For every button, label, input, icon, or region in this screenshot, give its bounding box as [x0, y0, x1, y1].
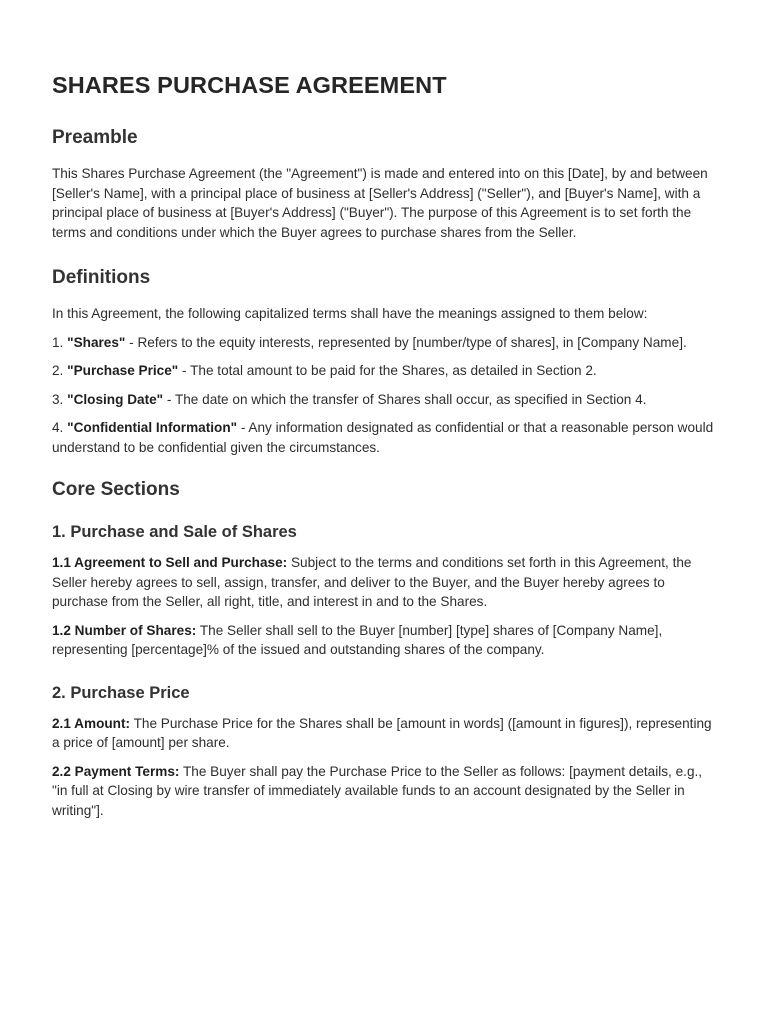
section-purchase-and-sale [52, 521, 717, 660]
definition-term: "Confidential Information" [67, 420, 238, 435]
definitions-intro: In this Agreement, the following capitalized terms shall have the meanings assigned to them below: [52, 306, 648, 321]
preamble-text: This Shares Purchase Agreement (the "Agreement") is made and entered into on this [Date], by and between [Seller's Name], with a principal place of business at [Seller's Address] ("Seller"), and [Buyer's Name], with a principal place of business at [Buyer's Address] ("Buyer"). The purpose of this Agreement is to set forth the terms and conditions under which the Buyer agrees to purchase shares from the Seller. [52, 166, 708, 240]
document-title: SHARES PURCHASE AGREEMENT [52, 72, 447, 98]
definition-term: "Shares" [67, 334, 126, 350]
definition-item [52, 390, 717, 410]
definition-term: "Closing Date" [67, 391, 164, 407]
clause-text: The Seller shall sell to the Buyer [number] [type] shares of [Company Name], representing [percentage]% of the issued and outstanding shares of the company. [52, 622, 663, 657]
definition-number: 2. [52, 363, 68, 378]
clause [52, 714, 717, 753]
definitions-section [52, 266, 717, 457]
clause-label: 1.2 Number of Shares: [52, 622, 197, 638]
clause-text: Subject to the terms and conditions set forth in this Agreement, the Seller hereby agrees to sell, assign, transfer, and deliver to the Buyer, and the Buyer hereby agrees to purchase from the Seller, all right, title, and interest in and to the Shares. [52, 555, 692, 609]
definition-number: 1. [52, 334, 68, 350]
section-heading: 1. Purchase and Sale of Shares [52, 523, 297, 541]
clause-label: 2.1 Amount: [52, 715, 131, 731]
clause-text: The Buyer shall pay the Purchase Price to the Seller as follows: [payment details, e.g., "in full at Closing by wire transfer of immediately available funds to an account designated by the Seller in writing"]. [52, 763, 703, 818]
definition-text: - The date on which the transfer of Shares shall occur, as specified in Section 4. [163, 391, 647, 407]
definition-number: 3. [52, 391, 68, 407]
definition-item [52, 418, 717, 457]
definition-text: - The total amount to be paid for the Shares, as detailed in Section 2. [178, 363, 597, 378]
clause-label: 2.2 Payment Terms: [52, 763, 180, 779]
preamble-heading: Preamble [52, 127, 138, 148]
definition-item [52, 361, 717, 381]
section-purchase-price [52, 682, 717, 821]
core-sections [52, 478, 717, 820]
clause-label: 1.1 Agreement to Sell and Purchase: [52, 555, 288, 570]
definitions-heading: Definitions [52, 267, 151, 288]
definition-text: - Refers to the equity interests, represented by [number/type of shares], in [Company Name]. [125, 334, 687, 350]
definition-number: 4. [52, 420, 68, 435]
clause [52, 553, 717, 612]
clause [52, 621, 717, 660]
core-sections-heading: Core Sections [52, 479, 180, 500]
definition-term: "Purchase Price" [67, 363, 179, 378]
section-heading: 2. Purchase Price [52, 683, 190, 702]
clause [52, 762, 717, 821]
document-page [52, 70, 717, 829]
preamble-section [52, 126, 717, 242]
definition-item [52, 333, 717, 353]
clause-text: The Purchase Price for the Shares shall be [amount in words] ([amount in figures]), representing a price of [amount] per share. [52, 715, 712, 750]
definition-text: - Any information designated as confidential or that a reasonable person would understand to be confidential given the circumstances. [52, 420, 714, 455]
